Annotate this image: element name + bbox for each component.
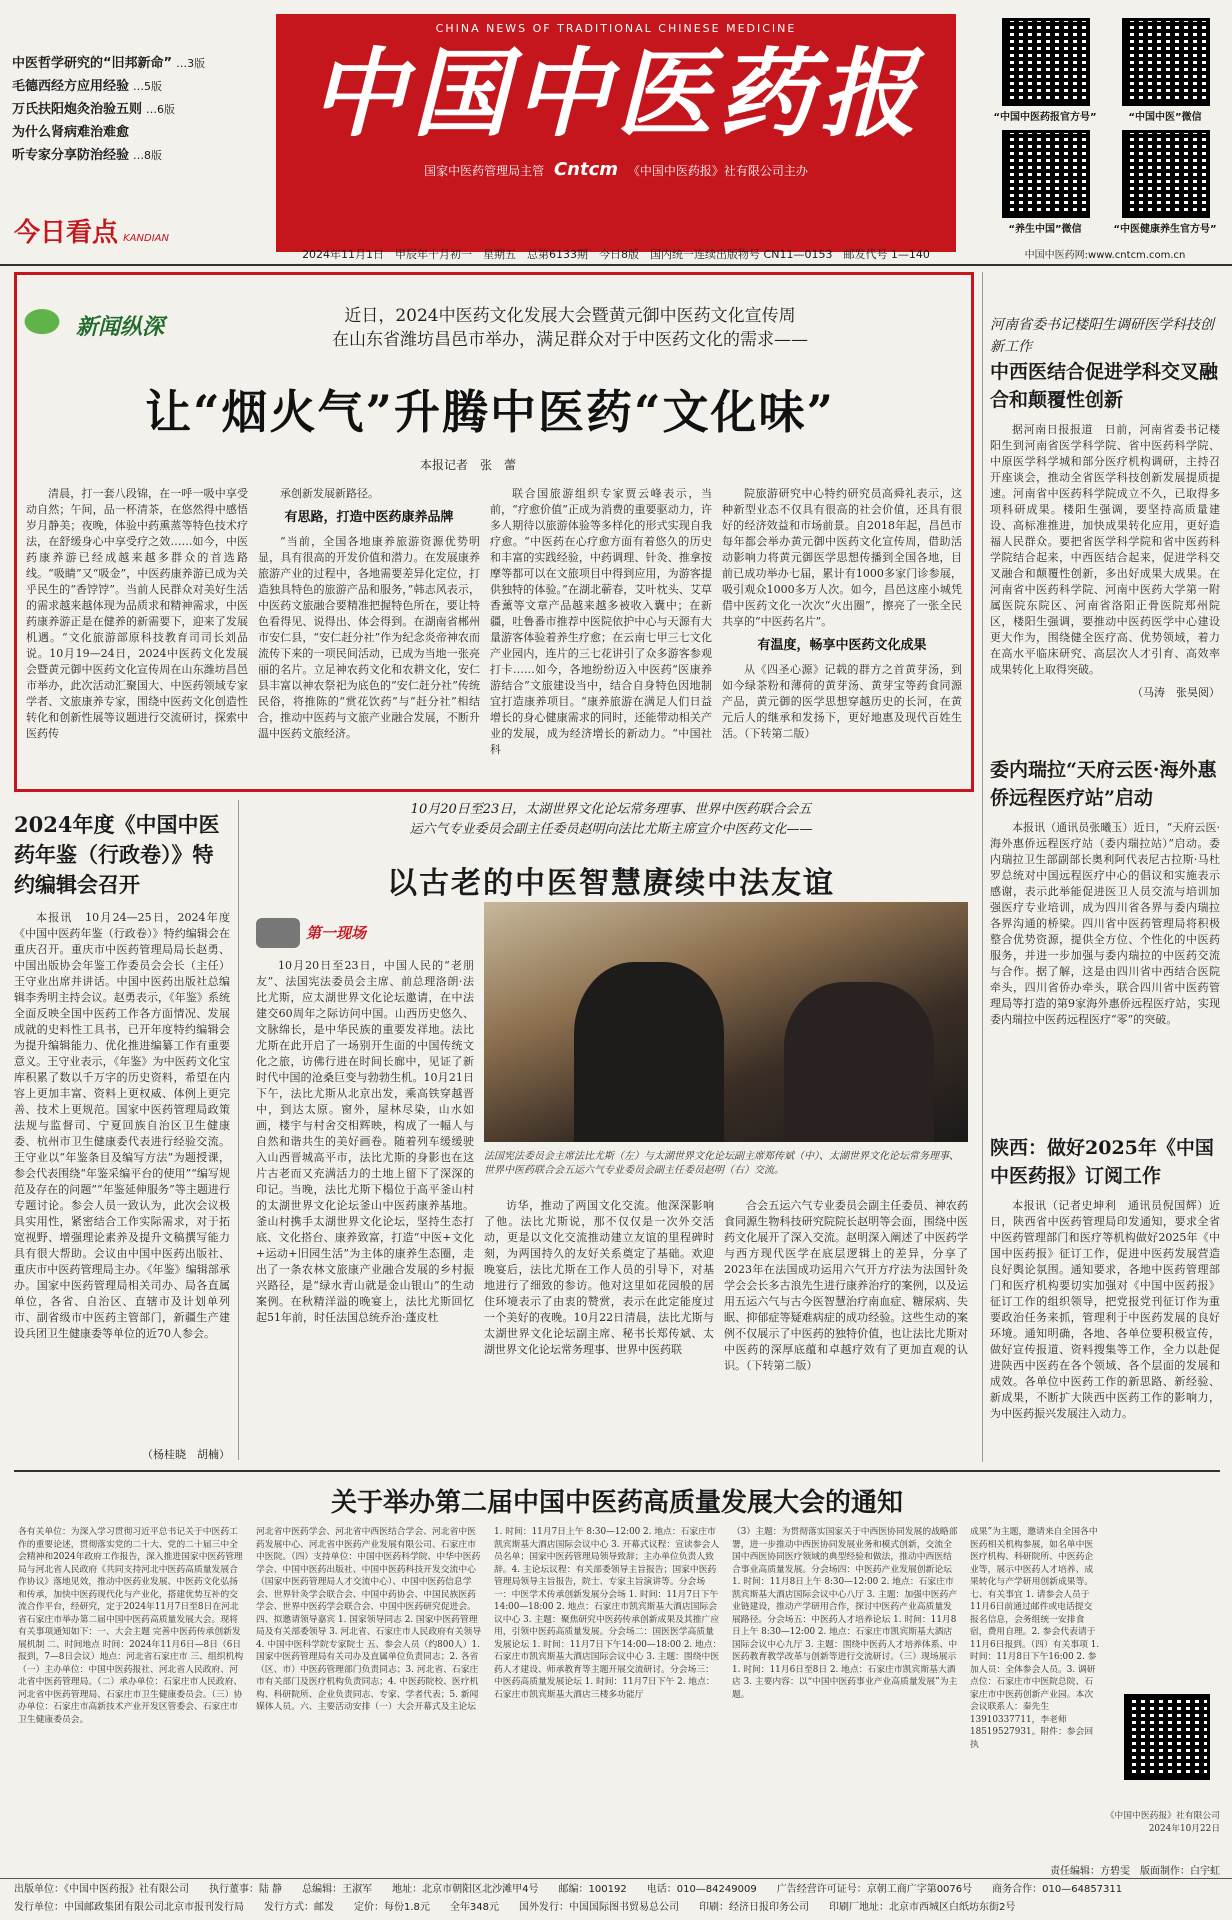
qr-code-icon[interactable] — [1122, 18, 1210, 106]
feature-column: 10月20日至23日，中国人民的“老朋友”、法国宪法委员会主席、前总理洛朗·法比尤斯，应太湖世界文化论坛邀请，在中法建交60周年之际访问中国。山西历史悠久、文脉绵长，是中华民族的重要发祥地。法比尤斯在此开启了一场别开生面的中国传统文化之旅，访佛行进在时间长廊中，见证了新时代中国的沧桑巨变与勃勃生机。10月21日下午，法比尤斯从北京出发，乘高铁穿越晋中，到达太原。窗外，屋林尽染，山水如画，楼宇与村舍交相辉映，构成了一幅人与自然和谐共生的美好画卷。随着列车缓缓驶入山西晋城高平市，法比尤斯的身影也在这片古老而又充满活力的土地上留下了深深的印记。当晚，法比尤斯下榻位于高平釜山村的太湖世界文化论坛釜山中医药康养基地。釜山村携手太湖世界文化论坛，坚持生态打底、文化搭台、康养致富，打造“中医+文化+运动+旧园生活”为主体的康养生态圈，走出了一条农林文旅康产业融合发展的乡村振兴路径，是“绿水青山就是金山银山”的生动案例。在秋精洋溢的晚宴上，法比尤斯回忆起51年前，时任法国总统乔治·蓬皮杜 — [256, 959, 474, 1324]
today-index — [12, 52, 242, 167]
notice-column: 1. 时间：11月7日上午 8:30—12:00 2. 地点：石家庄市凯宾斯基大酒店国际会议中心 3. 开幕式议程：宣读参会人员名单；国家中医药管理局领导致辞；主办单位负责人致辞。4. 主论坛议程：有关部委领导主旨报告；国家中医药管理局领导主旨报告，院士、专家主旨演讲等。分会场一：中医学术传承创新发展分会场 1. 时间：11月7日下午14:00—18:00 2. 地点：石家庄市凯宾斯基大酒店国际会议中心 3. 主题：聚焦研究中医药传承创新成果及其推广应用，引领中医药高质量发展。分会场二：国医医学高质量发展论坛 1. 时间：11月7日下午14:00—18:00 2. 地点：石家庄市凯宾斯基大酒店国际会议中心 3. 主题：围绕中医药人才建设、师承教育等主题开展交流研讨。分会场三：中医药高质量发展论坛 1. 时间：11月7日下午 2. 地点：石家庄市凯宾斯基大酒店三楼多功能厅 — [494, 1527, 722, 1700]
person-figure — [784, 982, 934, 1142]
story-headline[interactable]: 陕西：做好2025年《中国中医药报》订阅工作 — [990, 1137, 1214, 1187]
masthead — [276, 14, 956, 252]
section-tag: 新闻纵深 — [76, 314, 165, 340]
divider — [0, 264, 1232, 266]
left-story-yearbook: 2024年度《中国中医药年鉴（行政卷）》特约编辑会召开 本报讯 10月24—25日，2024年度《中国中医药年鉴（行政卷）》特约编辑会在重庆召开。重庆市中医药管理局局长赵勇、中国出版协会年鉴工作委员会会长（主任）王守业出席并讲话。中国中医药出版社总编辑李秀明主持会议。赵勇表示，《年鉴》系统全面反映全国中医药工作各方面情况、发展成就的史料性工具书，已开年度特约编辑会为提升编辑能力、优化推进编纂工作有重要意义。王守业表示，《年鉴》为中医药文化宝库积累了数以千万字的历史资料，希望在内容上更加丰富、资料上更权威、体例上更完善、技术上更规范。国家中医药管理局政策法规与监督司、宁夏回族自治区卫生健康委、杭州市卫生健康委代表进行经验交流。王守业以“年鉴条目及编写方法”为题授课，参会代表围绕“年鉴采编平台的使用”“编写规范及存在的问题”“年鉴延伸服务”等主题进行专题讨论。参会人员一致认为，此次会议极具实用性，紧密结合工作实际需求，对于拓宽视野、增强理论素养及提升文稿撰写能力具有很大帮助。会议由中国中医药出版社、重庆市中医药管理局主办。《年鉴》编辑部承办。国家中医药管理局相关司办、局各直属单位，各省、自治区、直辖市及计划单列市、副省级市中医药主管部门，新疆生产建设兵团卫生健康委等单位的近70人参会。 （杨桂晓 胡楠） — [14, 812, 230, 1461]
qr-caption: “养生中国”微信 — [1008, 224, 1082, 235]
qr-code-icon[interactable] — [1002, 18, 1090, 106]
feature-column: 访华，推动了两国文化交流。他深深影响了他。法比尤斯说，那不仅仅是一次外交活动，更是以文化交流推动建立友谊的里程碑时刻，为两国持久的友好关系奠定了基础。欢迎晚宴后，法比尤斯在工作人员的引导下，对基地进行了细致的参访。他对这里如花园般的居住环境表示了由衷的赞赏，表示在此定能度过一个美好的夜晚。10月22日清晨，法比尤斯与太湖世界文化论坛副主席、秘书长郑传斌、太湖世界文化论坛常务理事、世界中医药联 — [484, 1199, 714, 1356]
story-headline[interactable]: 2024年度《中国中医药年鉴（行政卷）》特约编辑会召开 — [14, 812, 220, 897]
qr-caption: “中国中医”微信 — [1128, 112, 1202, 123]
footer-line: 发行单位：中国邮政集团有限公司北京市报刊发行局 发行方式：邮发 定价：每份1.8元 全年348元 国外发行：中国国际图书贸易总公司 印刷：经济日报印务公司 印刷厂地址：北京市西城区白纸坊东街2号 — [14, 1902, 1016, 1913]
leaf-icon — [22, 300, 72, 336]
masthead-subline: 国家中医药管理局主管 Cntcm 《中国中医药报》社有限公司主办 — [424, 159, 808, 180]
story-headline[interactable]: 委内瑞拉“天府云医·海外惠侨远程医疗站”启动 — [990, 759, 1217, 809]
byline: 本报记者 张 蕾 — [420, 458, 517, 472]
footer — [0, 1878, 1232, 1920]
index-item[interactable]: 中医哲学研究的“旧邦新命” …3版 — [12, 56, 206, 71]
feature-photo[interactable] — [484, 902, 968, 1142]
notice-column: 河北省中医药学会、河北省中西医结合学会、河北省中医药发展中心、河北省中医药产业发展有限公司、石家庄市中医院。（四）支持单位：中国中医药科学院、中华中医药学会、中国中医药出版社、中国中医药科技开发交流中心（国家中医药管理局人才交流中心）、中国中医药信息学会、世界针灸学会联合会、中国中药协会、中国民族医药学会、世界中医药学会联合会、中国中医药研究促进会。四、拟邀请领导嘉宾 1. 国家领导同志 2. 国家中医药管理局及有关部委领导 3. 河北省、石家庄市人民政府有关领导 4. 中国中医科学院专家院士 五、参会人员（约800人）1. 国家中医药管理局有关司办及直属单位负责同志；2. 各省（区、市）中医药管理部门负责同志；3. 河北省、石家庄市有关部门及医疗机构负责同志；4. 中医药院校、医疗机构、科研院所、企业负责同志、专家、学者代表；5. 新闻媒体人员。六、主要活动安排（一）大会开幕式及主论坛 — [256, 1527, 482, 1712]
index-item[interactable]: 万氏扶阳炮灸治验五则 …6版 — [12, 102, 176, 117]
lead-deck: 近日，2024中医药文化发展大会暨黄元御中医药文化宣传周 在山东省潍坊昌邑市举办，满足群众对于中医药文化的需求—— — [332, 306, 808, 350]
feature-headline[interactable]: 以古老的中医智慧赓续中法友谊 — [387, 866, 835, 901]
qr-caption: “中国中医药报官方号” — [993, 112, 1097, 123]
lead-headline[interactable]: 让“烟火气”升腾中医药“文化味” — [145, 385, 835, 439]
right-story-shaanxi: 陕西：做好2025年《中国中医药报》订阅工作 本报讯（记者史坤利 通讯员倪国辉）近日，陕西省中医药管理局印发通知，要求全省中医药管理部门和医疗等机构做好2025年《中国中医药报》征订工作，促进中医药发展营造良好舆论氛围。通知要求，各地中医药管理部门和医疗机构要切实加强对《中国中医药报》征订工作的组织领导，把党报党刊征订作为重要政治任务来抓，管理利于中医药发展的良好环境。通知明确，各地、各单位要积极宣传，做好宣传报道、资料搜集等工作，全力以赴促进陕西中医药在各个领域、各个层面的发展和成效。各单位中医药工作的新思路、新经验、新成果，不断扩大陕西中医药工作的影响力，为中医药振兴发展注入动力。 — [990, 1134, 1220, 1456]
feature-column: 合会五运六气专业委员会副主任委员、神农药食同源生物科技研究院院长赵明等会面，围绕中医药文化展开了深入交流。赵明深入阐述了中医药学与西方现代医学在底层逻辑上的差异，分享了2023年在法国成功运用六气开方疗法为法国针灸学会会长多古浪先生进行康养治疗的案例，以及运用五运六气与古今医智慧治疗南血症、糖尿病、失眠、抑郁症等疑难病症的成功经验。这些生动的案例不仅展示了中医药的独特价值，也让法比尤斯对中医药的深厚底蕴和卓越疗效有了更加直观的认识。（下转第二版） — [724, 1199, 968, 1372]
lead-column: 清晨，打一套八段锦，在一呼一吸中享受动自然；午间，品一杯清茶，在悠然得中感悟岁月静美；夜晚，体验中药熏蒸等特色技术疗法，在舒缓身心中享受疗之效……如今，中医药康养游已经成越来越多群众的首选路线。“吸睛”又“吸金”，中医药康养游已成为关乎民生的“香饽饽”。当前人民群众对美好生活的需求越来越体现为品质求和精神需求，中医药康养游正是在健养的新需要下，迎来了发展机遇。“文化旅游部原科技教育司司长刘品说。10月19—24日，2024中医药文化发展会暨黄元御中医药文化宣传周在山东潍坊昌邑市举办，此次活动汇聚国大、中医药领域专家学者、文旅康养专家，围绕中医药文化创造性转化和创新性展等议题进行交流研讨，探索中医药传 — [26, 487, 248, 740]
story-headline[interactable]: 中西医结合促进学科交叉融合和颠覆性创新 — [990, 361, 1219, 411]
feature-deck: 10月20日至23日，太湖世界文化论坛常务理事、世界中医药联合会五 运六气专业委员会副主任委员赵明向法比尤斯主席宣介中医药文化—— — [409, 802, 813, 837]
footer-line: 出版单位：《中国中医药报》社有限公司 执行董事：陆 静 总编辑：王淑军 地址：北京市朝阳区北沙滩甲4号 邮编：100192 电话：010—84249009 广告经营许可证号：京朝工商广字第0076号 商务合作：010—64857311 — [14, 1884, 1123, 1895]
qr-code-icon[interactable] — [1122, 130, 1210, 218]
photo-caption: 法国宪法委员会主席法比尤斯（左）与太湖世界文化论坛副主席郑传斌（中）、太湖世界文化论坛常务理事、世界中医药联合会五运六气专业委员会副主任委员赵明（右）交流。 — [484, 1151, 959, 1176]
dateline: 2024年11月1日 甲辰年十月初一 星期五 总第6133期 今日8版 国内统一连续出版物号 CN11—0153 邮发代号 1—140 — [302, 248, 930, 261]
lead-column: 联合国旅游组织专家贾云峰表示，当前，“疗愈价值”正成为消费的重要驱动力，许多人期待以旅游体验等多样化的形式实现自我疗愈。“中医药在心疗愈方面有着悠久的历史和丰富的实践经验，中药调理、针灸、推拿按摩等都可以在文旅项目中得到应用，为游客提供独特的体验。”在湖北蕲春，艾叶枕头、艾草香薰等文章产品越来越多被收入囊中；在新疆，吐鲁番市推荐中医院依护中心与天源有大量游客体验着养生疗愈；在云南七甲三七文化产业园内，连片的三七花讲引了众多游客参观打卡……如今，各地纷纷迈入中医药“医康养游结合”文旅建设当中，结合自身特色因地制宜打造康养项目。“康养旅游在满足人们日益增长的身心健康需求的同时，还能带动相关产业的发展，成为经济增长的新动力。“中国社科 — [490, 487, 712, 756]
subhead: 有思路，打造中医药康养品牌 — [284, 510, 454, 525]
notice-column: （3）主题：为贯彻落实国家关于中西医协同发展的战略部署，进一步推动中西医协同发展业务和模式创新，交流全国中西医协同医疗领域的典型经验和做法，推动中西医结合事业高质量发展。分会场四：中医药产业发展创新论坛 1. 时间：11月8日上午 8:30—12:00 2. 地点：石家庄市凯宾斯基大酒店国际会议中心八厅 3. 主题：加强中医药产业链建设，推动产学研用合作，探讨中医药产业高质量发展路径。分会场五：中医药人才培养论坛 1. 时间：11月8日上午 8:30—12:00 2. 地点：石家庄市凯宾斯基大酒店国际会议中心九厅 3. 主题：围绕中医药人才培养体系、中医药教育教学改革与创新等进行交流研讨。（三）现场展示 1. 时间：11月6日至8日 2. 地点：石家庄市凯宾斯基大酒店 3. 主要内容：以“中国中医药事业产业高质量发展”为主题。 — [732, 1527, 958, 1700]
notice-headline[interactable]: 关于举办第二届中国中医药高质量发展大会的通知 — [330, 1488, 903, 1518]
camera-icon — [256, 918, 300, 948]
website-link[interactable]: 中国中医药网:www.cntcm.com.cn — [1024, 250, 1186, 261]
index-item[interactable]: 听专家分享防治经验 …8版 — [12, 148, 163, 163]
lead-column: 承创新发展新路径。 有思路，打造中医药康养品牌 “当前，全国各地康养旅游资源优势明显，具有很高的开发价值和潜力。在发展康养旅游产业的过程中，各地需要差异化定位，打造独具特色的旅游产品和服务，”韩志风表示，中医药文旅融合要精准把握特色所在，要让特色看得见、说得出、体会得到。在湖南省郴州市安仁县，“安仁赶分社”作为纪念炎帝神农而流传下来的一项民间活动，已成为当地一张亮丽的名片。立足神农药文化和农耕文化，安仁县丰富以神农祭祀为底色的“安仁赶分社”传统民俗，将推陈的“赏花饮药”与“赶分社”相结合，推动中医药与文旅产业融合发展，不断升温中医药文旅经济。 — [258, 487, 480, 740]
qr-code-icon[interactable] — [1124, 1694, 1210, 1780]
qr-code-icon[interactable] — [1002, 130, 1090, 218]
notice-signature: 《中国中医药报》社有限公司 2024年10月22日 — [1105, 1811, 1220, 1834]
section-tag: 第一现场 — [306, 924, 367, 942]
index-item[interactable]: 毛德西经方应用经验 …5版 — [12, 79, 163, 94]
today-highlights: 今日看点 KANDIAN — [14, 218, 169, 248]
qr-caption: “中医健康养生官方号” — [1113, 224, 1217, 235]
story-deck: 河南省委书记楼阳生调研医学科技创新工作 — [990, 317, 1214, 355]
masthead-english: CHINA NEWS OF TRADITIONAL CHINESE MEDICINE — [435, 22, 797, 35]
divider — [238, 800, 239, 1460]
right-story-henan: 河南省委书记楼阳生调研医学科技创新工作 中西医结合促进学科交叉融合和颠覆性创新 据河南日报报道 日前，河南省委书记楼阳生到河南省医学科学院、省中医药科学院、中原医学科学城和部分医疗机构调研，主持召开座谈会，推动全省医学科技创新发展提质提速。河南省中医药科学院成立不久，已取得多项科研成果。楼阳生强调，要坚持高质量建设、高标准推进，加快成果转化应用，更好造福人民群众。要把省医学科学院和省中医药科学院结合起来，中西医结合起来，促进学科交叉融合和颠覆性创新，多出好成果大成果。在河南省中医药科学院、河南中医药大学第一附属医院东院区、河南省洛阳正骨医院郑州院区，楼阳生强调，要推动中医药医学中心建设更大作为，围绕健全医疗高、优势领域，着力在高水平临床研究、高层次人才引育、高效率成果转化上取得突破。 （马涛 张昊阅） — [990, 314, 1220, 700]
cntcm-logo: Cntcm — [553, 159, 619, 180]
notice-column: 成果”为主题，邀请来自全国各中医药相关机构参展，如名单中医医疗机构、科研院所、中医药企业等，展示中医药人才培养、成果转化与产学研用创新成果等。七、有关事宜 1. 请参会人员于11月6日前通过邮件或电话提交报名信息，会务组统一安排食宿，费用自理。2. 参会代表请于11月6日报到。（四）有关事项 1. 时间：11月8日下午16:00 2. 参加人员：全体参会人员。3. 调研点位：石家庄市中医院总院、石家庄市中医药创新产业园。本次会议联系人：秦先生 13910337711，李老师 18519527931。附件：参会回执 — [970, 1527, 1100, 1750]
qr-codes — [990, 18, 1220, 235]
feature-story — [246, 800, 976, 902]
divider — [982, 272, 983, 1462]
index-item[interactable]: 为什么肾病难治难愈 — [12, 125, 130, 140]
editor-credit: 责任编辑：方碧雯 版面制作：白宇虹 — [1050, 1866, 1220, 1877]
lead-column: 院旅游研究中心特约研究员高舜礼表示，这种新型业态不仅具有很高的社会价值，还具有很好的经济效益和市场前景。自2018年起，昌邑市每年都会举办黄元御中医药文化宣传周，借助活动影响力将黄元御医学思想传播到全国各地，目前已成功举办七届，累计有1000多家门诊参展，吸引观众1000多万人次。如今，昌邑这座小城凭借中医药文化一次次“火出圈”，擦亮了一张全民共享的“中医药名片”。 有温度，畅享中医药文化成果 从《四圣心源》记载的群方之首黄芽汤，到如今绿茶粉和薄荷的黄芽汤、黄芽宝等药食同源产品，黄元御的医学思想穿越历史的长河，在黄元后人的继承和发扬下，更好地惠及现代百姓生活。（下转第二版） — [722, 487, 962, 740]
subhead: 有温度，畅享中医药文化成果 — [757, 638, 927, 653]
masthead-title: 中国中医药报 — [310, 37, 922, 150]
right-story-venezuela: 委内瑞拉“天府云医·海外惠侨远程医疗站”启动 本报讯（通讯员张曦玉）近日，“天府云医·海外惠侨远程医疗站（委内瑞拉站）”启动。委内瑞拉卫生部副部长奥利阿代表尼古拉斯·马杜罗总统对中国远程医疗中心的倡议和实施表示感谢，表示此举能促进医卫人员交流与培训加强医疗专业培训，成为四川省各界与委内瑞拉各界沟通的桥梁。四川省中医药管理局将积极整合优势资源，提供全方位、个性化的中医药服务，并进一步加强与委内瑞拉的中医药交流与合作。据了解，这是由四川省中西结合医院牵头，四川省侨办牵头，联合四川省中医药管理局等打造的第9家海外惠侨远程医疗站，实现委内瑞拉中医药远程医疗“零”的突破。 — [990, 756, 1220, 1120]
person-figure — [574, 962, 724, 1142]
notice-column: 各有关单位：为深入学习贯彻习近平总书记关于中医药工作的重要论述，贯彻落实党的二十大、党的二十届三中全会精神和2024年政府工作报告，深入推进国家中医药管理局与河北省人民政府《共同支持河北中医药高质量发展合作协议》落地见效，推动中医药业发展、中医药文化弘扬和传承，加快中医药现代化与产业化，搭建优势互补的交流合作平台，经研究，定于2024年11月7日至8日在河北省石家庄市举办第二届中国中医药高质量发展大会。现将有关事项通知如下：一、大会主题 完善中医药传承创新发展机制 二、时间地点 时间：2024年11月6日—8日（6日报到，7—8日会议）地点：河北省石家庄市 三、组织机构（一）主办单位：中国中医药报社、河北省人民政府、河北省中医药管理局。（二）承办单位：石家庄市人民政府、河北省中医药管理局、石家庄市卫生健康委员会。（三）协办单位：石家庄市高新技术产业开发区管委会、石家庄市卫生健康委员会。 — [18, 1527, 244, 1725]
